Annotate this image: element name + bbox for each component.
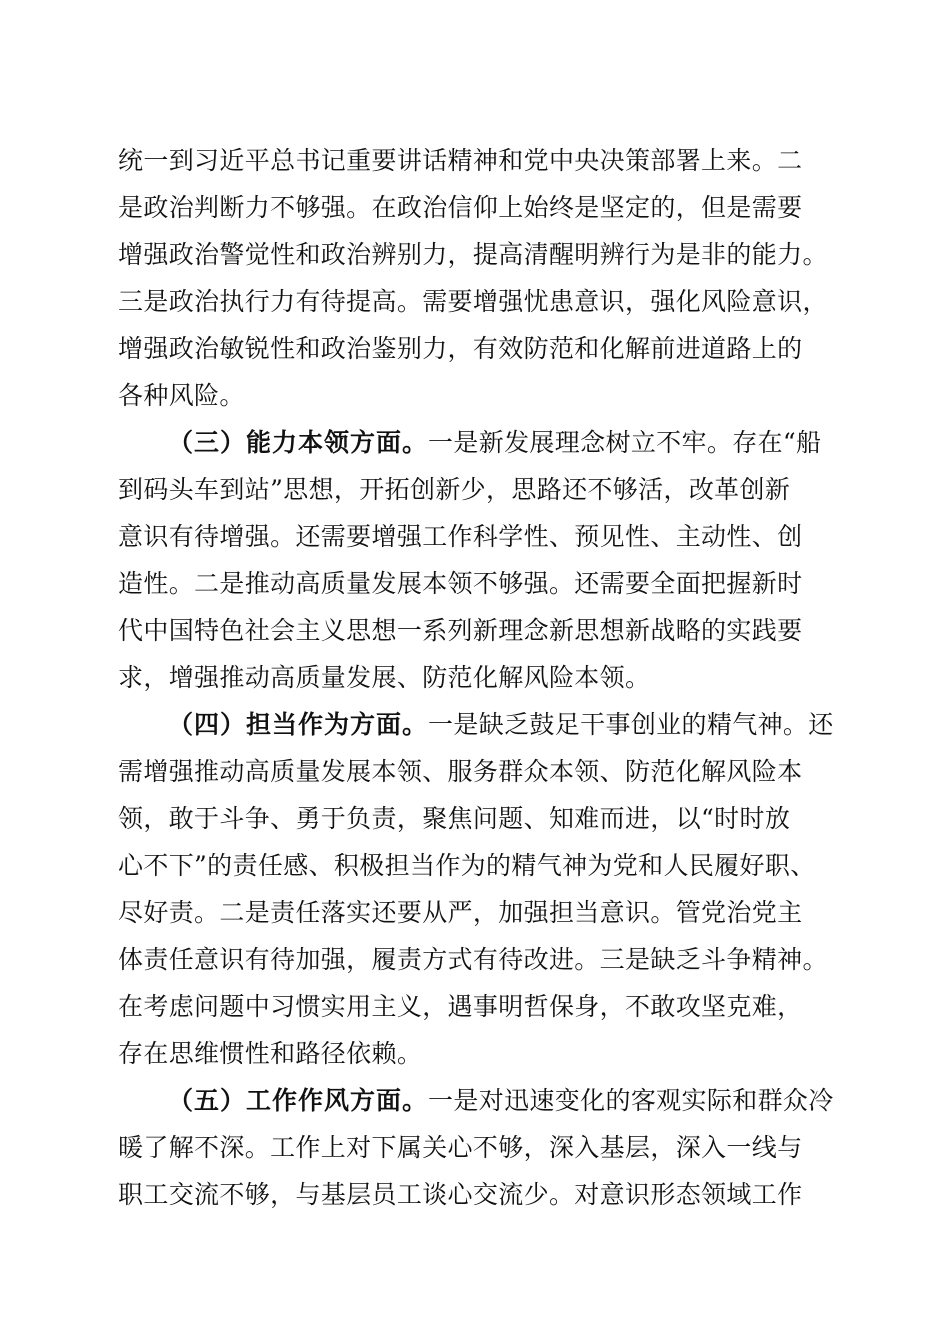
text-line: 求，增强推动高质量发展、防范化解风险本领。 bbox=[118, 663, 651, 692]
text-line: 代中国特色社会主义思想一系列新理念新思想新战略的实践要 bbox=[118, 616, 803, 645]
text-line: 造性。二是推动高质量发展本领不够强。还需要全面把握新时 bbox=[118, 569, 803, 598]
text-line: 职工交流不够，与基层员工谈心交流少。对意识形态领域工作 bbox=[118, 1180, 803, 1209]
text-line: 暖了解不深。工作上对下属关心不够，深入基层，深入一线与 bbox=[118, 1133, 803, 1162]
text-run: 一是缺乏鼓足干事创业的精气神。还 bbox=[428, 710, 834, 739]
text-line: 到码头车到站”思想，开拓创新少，思路还不够活，改革创新 bbox=[118, 475, 791, 504]
section-heading: （三）能力本领方面。 bbox=[168, 428, 429, 457]
text-line: 在考虑问题中习惯实用主义，遇事明哲保身，不敢攻坚克难， bbox=[118, 992, 803, 1021]
text-line: 意识有待增强。还需要增强工作科学性、预见性、主动性、创 bbox=[118, 522, 803, 551]
text-line: 增强政治警觉性和政治辨别力，提高清醒明辨行为是非的能力。 bbox=[118, 240, 828, 269]
text-line: 三是政治执行力有待提高。需要增强忧患意识，强化风险意识， bbox=[118, 287, 828, 316]
text-run: 一是对迅速变化的客观实际和群众冷 bbox=[428, 1086, 834, 1115]
text-line: 是政治判断力不够强。在政治信仰上始终是坚定的，但是需要 bbox=[118, 193, 803, 222]
text-line: 增强政治敏锐性和政治鉴别力，有效防范和化解前进道路上的 bbox=[118, 334, 803, 363]
section-heading: （四）担当作为方面。 bbox=[168, 710, 429, 739]
section-heading: （五）工作作风方面。 bbox=[168, 1086, 429, 1115]
paragraph-first-line bbox=[168, 705, 838, 745]
text-line: 领，敢于斗争、勇于负责，聚焦问题、知难而进，以“时时放 bbox=[118, 804, 791, 833]
text-line: 各种风险。 bbox=[118, 381, 245, 410]
text-line: 存在思维惯性和路径依赖。 bbox=[118, 1039, 423, 1068]
text-line: 尽好责。二是责任落实还要从严，加强担当意识。管党治党主 bbox=[118, 898, 803, 927]
paragraph-first-line bbox=[168, 1081, 838, 1121]
text-line: 心不下”的责任感、积极担当作为的精气神为党和人民履好职、 bbox=[118, 851, 816, 880]
text-line: 统一到习近平总书记重要讲话精神和党中央决策部署上来。二 bbox=[118, 146, 803, 175]
text-line: 需增强推动高质量发展本领、服务群众本领、防范化解风险本 bbox=[118, 757, 803, 786]
paragraph-first-line bbox=[168, 423, 838, 463]
text-run: 一是新发展理念树立不牢。存在“船 bbox=[428, 428, 822, 457]
text-line: 体责任意识有待加强，履责方式有待改进。三是缺乏斗争精神。 bbox=[118, 945, 828, 974]
